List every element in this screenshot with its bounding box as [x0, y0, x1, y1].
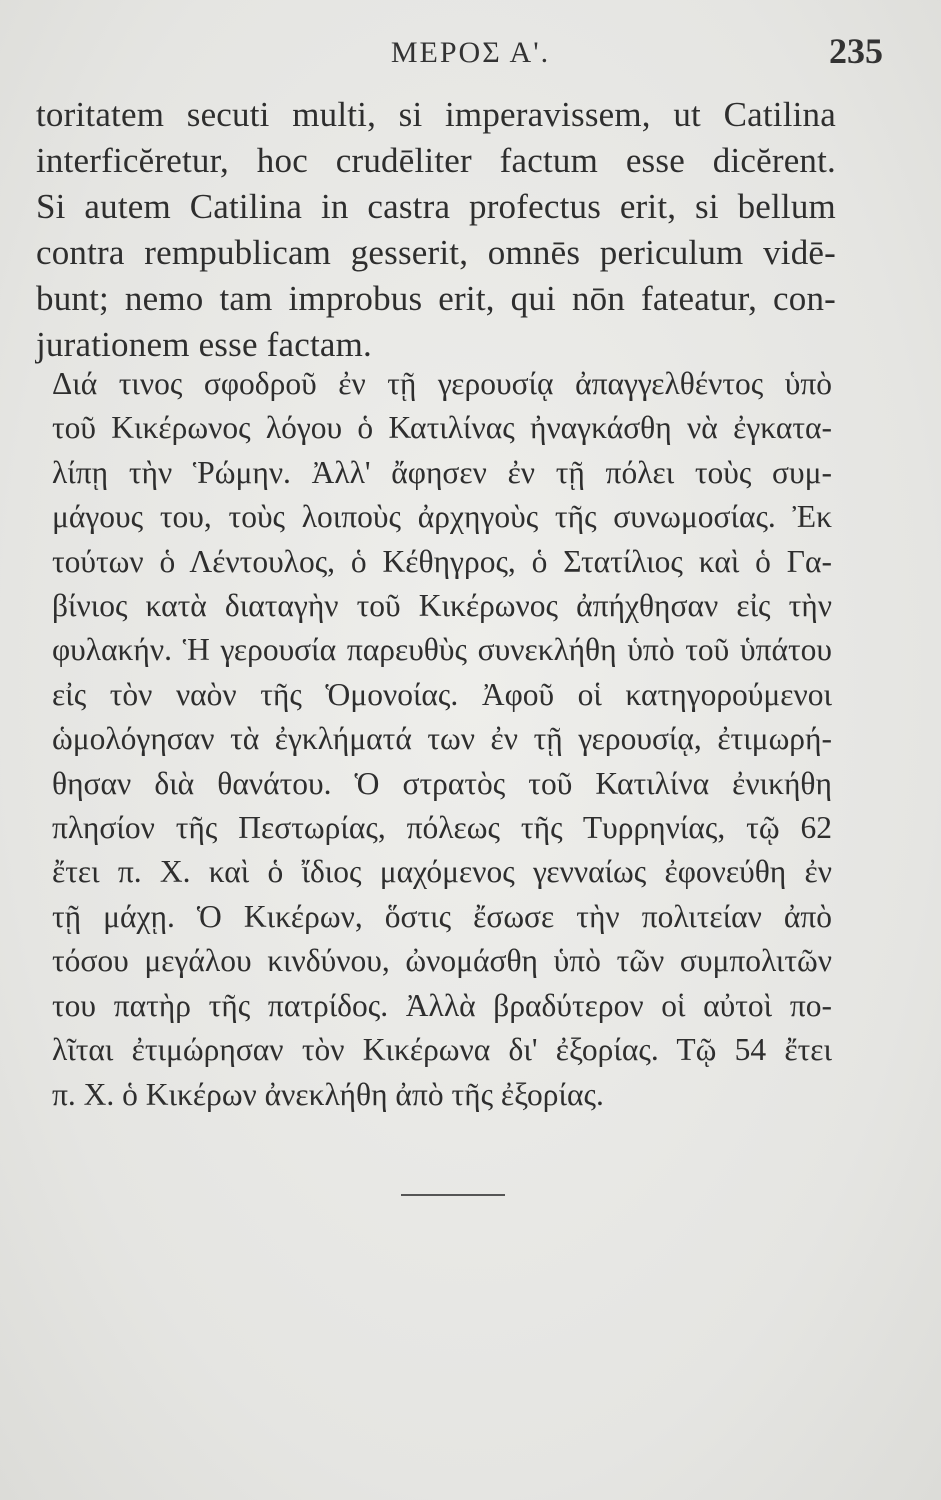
text-line: Si autem Catilina in castra profectus erit, si bellum [36, 187, 836, 226]
text-line: π. Χ. ὁ Κικέρων ἀνεκλήθη ἀπὸ τῆς ἐξορίας. [52, 1076, 604, 1112]
text-line: βίνιος κατὰ διαταγὴν τοῦ Κικέρωνος ἀπήχθησαν εἰς τὴν [52, 588, 832, 624]
text-line: contra rempublicam gesserit, omnēs periculum vidē- [36, 233, 836, 272]
text-line: interficĕretur, hoc crudēliter factum esse dicĕrent. [36, 141, 836, 180]
page-number: 235 [829, 31, 883, 71]
text-line: ἔτει π. Χ. καὶ ὁ ἴδιος μαχόμενος γενναίως ἐφονεύθη ἐν [52, 854, 832, 890]
text-line: τοῦ Κικέρωνος λόγου ὁ Κατιλίνας ἠναγκάσθη νὰ ἐγκατα- [52, 410, 832, 446]
text-line: Διά τινος σφοδροῦ ἐν τῇ γερουσίᾳ ἀπαγγελθέντος ὑπὸ [52, 366, 832, 401]
text-line: του πατὴρ τῆς πατρίδος. Ἀλλὰ βραδύτερον οἱ αὐτοὶ πο- [52, 987, 832, 1023]
text-line: μάγους του, τοὺς λοιποὺς ἀρχηγοὺς τῆς συνωμοσίας. Ἐκ [52, 499, 832, 535]
latin-paragraph [36, 92, 836, 368]
text-line: λῖται ἐτιμώρησαν τὸν Κικέρωνα δι' ἐξορίας. Τῷ 54 ἔτει [52, 1032, 832, 1068]
text-line: τούτων ὁ Λέντουλος, ὁ Κέθηγρος, ὁ Στατίλιος καὶ ὁ Γα- [52, 543, 832, 579]
text-line: jurationem esse factam. [36, 325, 372, 364]
text-line: ὡμολόγησαν τὰ ἐγκλήματά των ἐν τῇ γερουσίᾳ, ἐτιμωρή- [52, 721, 832, 757]
text-line: φυλακήν. Ἡ γερουσία παρευθὺς συνεκλήθη ὑπὸ τοῦ ὑπάτου [52, 632, 832, 668]
text-line: εἰς τὸν ναὸν τῆς Ὁμονοίας. Ἀφοῦ οἱ κατηγορούμενοι [52, 676, 832, 712]
text-line: toritatem secuti multi, si imperavissem, ut Catilina [36, 95, 836, 134]
greek-paragraph [52, 362, 832, 1117]
text-line: πλησίον τῆς Πεστωρίας, πόλεως τῆς Τυρρηνίας, τῷ 62 [52, 810, 832, 846]
running-header-title: ΜΕΡΟΣ Α'. [390, 36, 551, 69]
text-line: bunt; nemo tam improbus erit, qui nōn fateatur, con- [36, 279, 836, 318]
text-line: τῇ μάχῃ. Ὁ Κικέρων, ὅστις ἔσωσε τὴν πολιτείαν ἀπὸ [52, 898, 832, 934]
text-line: λίπῃ τὴν Ῥώμην. Ἀλλ' ἄφησεν ἐν τῇ πόλει τοὺς συμ- [52, 454, 832, 490]
text-line: θησαν διὰ θανάτου. Ὁ στρατὸς τοῦ Κατιλίνα ἐνικήθη [52, 765, 832, 801]
text-line: τόσου μεγάλου κινδύνου, ὠνομάσθη ὑπὸ τῶν συμπολιτῶν [52, 943, 832, 979]
section-end-rule [401, 1194, 505, 1196]
